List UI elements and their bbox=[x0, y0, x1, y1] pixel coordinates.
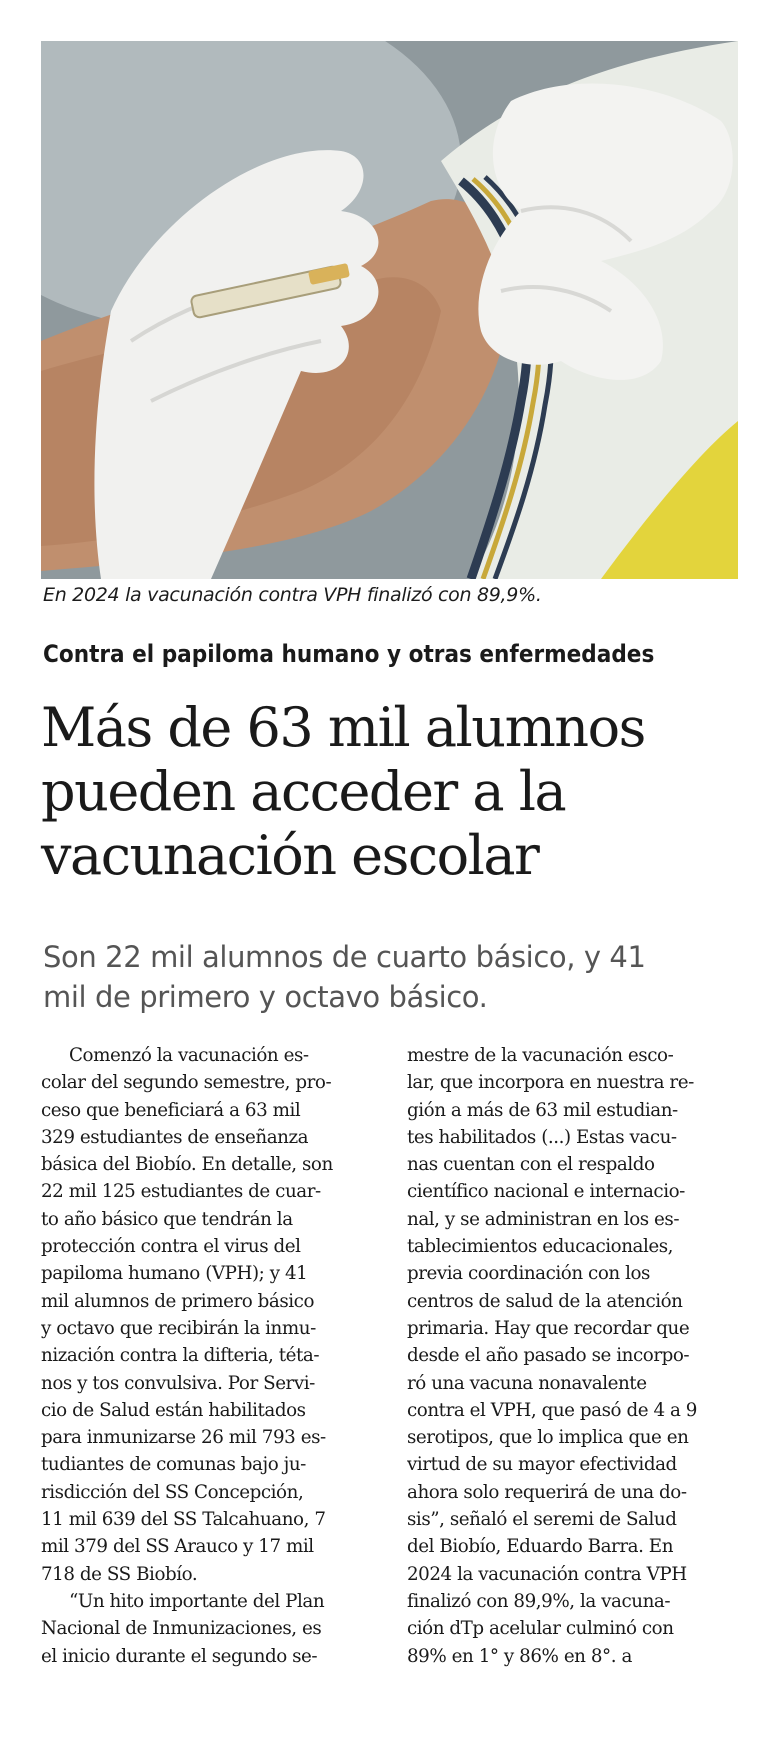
body-text-line: Nacional de Inmunizaciones, es bbox=[41, 1618, 322, 1640]
body-text-line: risdicción del SS Concepción, bbox=[41, 1481, 304, 1503]
body-text-line: mil 379 del SS Arauco y 17 mil bbox=[41, 1536, 314, 1558]
body-text-line: lar, que incorpora en nuestra re- bbox=[407, 1072, 694, 1094]
body-text-line: desde el año pasado se incorpo- bbox=[407, 1345, 690, 1367]
headline-line: pueden acceder a la bbox=[41, 760, 566, 823]
vaccination-photo-illustration bbox=[41, 41, 738, 579]
body-text-line: cio de Salud están habilitados bbox=[41, 1399, 306, 1421]
body-text-line: ró una vacuna nonavalente bbox=[407, 1372, 647, 1394]
body-text-line: nos y tos convulsiva. Por Servi- bbox=[41, 1372, 315, 1394]
body-text-line: 329 estudiantes de enseñanza bbox=[41, 1126, 309, 1148]
photo-caption: En 2024 la vacunación contra VPH finalizó con 89,9%. bbox=[43, 584, 542, 606]
body-text-line: gión a más de 63 mil estudian- bbox=[407, 1099, 678, 1121]
body-text-line: serotipos, que lo implica que en bbox=[407, 1427, 689, 1449]
article-headline bbox=[41, 696, 761, 888]
body-text-line: ceso que beneficiará a 63 mil bbox=[41, 1099, 301, 1121]
body-text-line: ción dTp acelular culminó con bbox=[407, 1618, 674, 1640]
body-text-line: virtud de su mayor efectividad bbox=[407, 1454, 677, 1476]
body-text-line: ahora solo requerirá de una do- bbox=[407, 1481, 687, 1503]
headline-line: vacunación escolar bbox=[41, 824, 539, 887]
body-text-line: nización contra la difteria, téta- bbox=[41, 1345, 320, 1367]
body-column-right bbox=[407, 1042, 742, 1670]
body-text-line: Comenzó la vacunación es- bbox=[69, 1045, 309, 1066]
body-column-left bbox=[41, 1042, 376, 1670]
article-photo bbox=[41, 41, 738, 579]
headline-line: Más de 63 mil alumnos bbox=[41, 696, 645, 759]
article-deck bbox=[43, 937, 743, 1017]
body-text-line: protección contra el virus del bbox=[41, 1236, 301, 1258]
body-text-line: sis”, señaló el seremi de Salud bbox=[407, 1509, 677, 1531]
body-text-line: 2024 la vacunación contra VPH bbox=[407, 1563, 687, 1585]
body-text-line: y octavo que recibirán la inmu- bbox=[41, 1317, 316, 1339]
body-text-line: nas cuentan con el respaldo bbox=[407, 1154, 655, 1176]
body-text-line: el inicio durante el segundo se- bbox=[41, 1645, 318, 1667]
body-text-line: to año básico que tendrán la bbox=[41, 1208, 293, 1230]
body-text-line: colar del segundo semestre, pro- bbox=[41, 1072, 332, 1094]
body-text-line: tudiantes de comunas bajo ju- bbox=[41, 1454, 306, 1476]
body-text-line: 11 mil 639 del SS Talcahuano, 7 bbox=[41, 1509, 326, 1531]
article-kicker: Contra el papiloma humano y otras enfermedades bbox=[43, 640, 655, 668]
deck-line: mil de primero y octavo básico. bbox=[43, 980, 488, 1014]
body-text-line: “Un hito importante del Plan bbox=[69, 1590, 325, 1612]
body-text-line: 22 mil 125 estudiantes de cuar- bbox=[41, 1181, 321, 1203]
body-text-line: científico nacional e internacio- bbox=[407, 1181, 685, 1203]
body-text-line: tablecimientos educacionales, bbox=[407, 1236, 674, 1258]
body-text-line: mestre de la vacunación esco- bbox=[407, 1045, 674, 1066]
body-text-line: primaria. Hay que recordar que bbox=[407, 1317, 690, 1339]
body-text-line: tes habilitados (...) Estas vacu- bbox=[407, 1126, 677, 1148]
deck-line: Son 22 mil alumnos de cuarto básico, y 41 bbox=[43, 940, 646, 974]
body-text-line: para inmunizarse 26 mil 793 es- bbox=[41, 1427, 326, 1449]
body-text-line: 718 de SS Biobío. bbox=[41, 1563, 198, 1585]
body-text-line: papiloma humano (VPH); y 41 bbox=[41, 1263, 308, 1285]
body-text-line: contra el VPH, que pasó de 4 a 9 bbox=[407, 1399, 697, 1421]
body-text-line: 89% en 1° y 86% en 8°. a bbox=[407, 1645, 632, 1667]
body-text-line: básica del Biobío. En detalle, son bbox=[41, 1154, 333, 1176]
body-text-line: previa coordinación con los bbox=[407, 1263, 650, 1285]
body-text-line: mil alumnos de primero básico bbox=[41, 1290, 315, 1312]
body-text-line: del Biobío, Eduardo Barra. En bbox=[407, 1536, 674, 1558]
body-text-line: finalizó con 89,9%, la vacuna- bbox=[407, 1590, 671, 1612]
body-text-line: centros de salud de la atención bbox=[407, 1290, 683, 1312]
body-text-line: nal, y se administran en los es- bbox=[407, 1208, 680, 1230]
